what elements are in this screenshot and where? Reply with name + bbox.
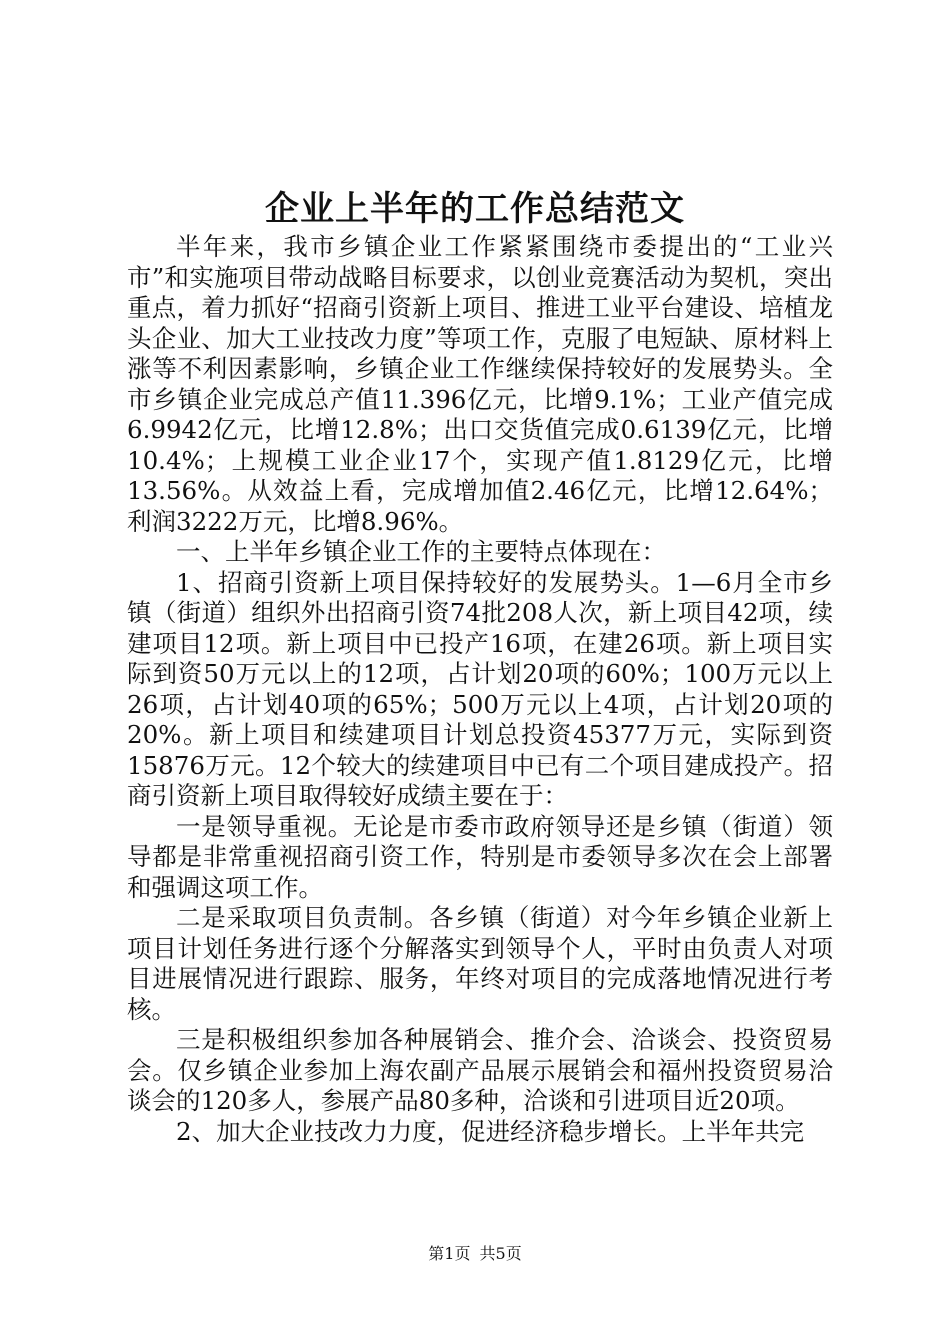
paragraph-section-heading: 一、上半年乡镇企业工作的主要特点体现在： xyxy=(176,537,666,566)
paragraph-point-2: 二是采取项目负责制。各乡镇（街道）对今年乡镇企业新上项目计划任务进行逐个分解落实到领导个人，平时由负责人对项目进展情况进行跟踪、服务，年终对项目的完成落地情况进行考核。 xyxy=(127,903,833,1024)
page-number: 第1页 xyxy=(428,1244,471,1263)
document-title: 企业上半年的工作总结范文 xyxy=(265,189,685,229)
paragraph-point-3: 三是积极组织参加各种展销会、推介会、洽谈会、投资贸易会。仅乡镇企业参加上海农副产品展示展销会和福州投资贸易洽谈会的120多人，参展产品80多种，洽谈和引进项目近20项。 xyxy=(127,1025,833,1115)
paragraph-item-2: 2、加大企业技改力力度，促进经济稳步增长。上半年共完 xyxy=(176,1116,805,1146)
page-total: 共5页 xyxy=(479,1244,522,1263)
document-body xyxy=(127,232,833,1147)
paragraph-intro: 半年来，我市乡镇企业工作紧紧围绕市委提出的“工业兴市”和实施项目带动战略目标要求，以创业竞赛活动为契机，突出重点，着力抓好“招商引资新上项目、推进工业平台建设、培植龙头企业、加大工业技改力度”等项工作，克服了电短缺、原材料上涨等不利因素影响，乡镇企业工作继续保持较好的发展势头。全市乡镇企业完成总产值11.396亿元，比增9.1%；工业产值完成6.9942亿元，比增12.8%；出口交货值完成0.6139亿元，比增10.4%；上规模工业企业17个，实现产值1.8129亿元，比增13.56%。从效益上看，完成增加值2.46亿元，比增12.64%；利润3222万元，比增8.96%。 xyxy=(127,232,833,536)
paragraph-point-1: 一是领导重视。无论是市委市政府领导还是乡镇（街道）领导都是非常重视招商引资工作，特别是市委领导多次在会上部署和强调这项工作。 xyxy=(127,811,833,902)
paragraph-item-1: 1、招商引资新上项目保持较好的发展势头。1—6月全市乡镇（街道）组织外出招商引资74批208人次，新上项目42项，续建项目12项。新上项目中已投产16项，在建26项。新上项目实际到资50万元以上的12项，占计划20项的60%；100万元以上26项，占计划40项的65%；500万元以上4项，占计划20项的20%。新上项目和续建项目计划总投资45377万元，实际到资15876万元。12个较大的续建项目中已有二个项目建成投产。招商引资新上项目取得较好成绩主要在于： xyxy=(127,567,833,810)
page-footer xyxy=(0,1243,950,1265)
